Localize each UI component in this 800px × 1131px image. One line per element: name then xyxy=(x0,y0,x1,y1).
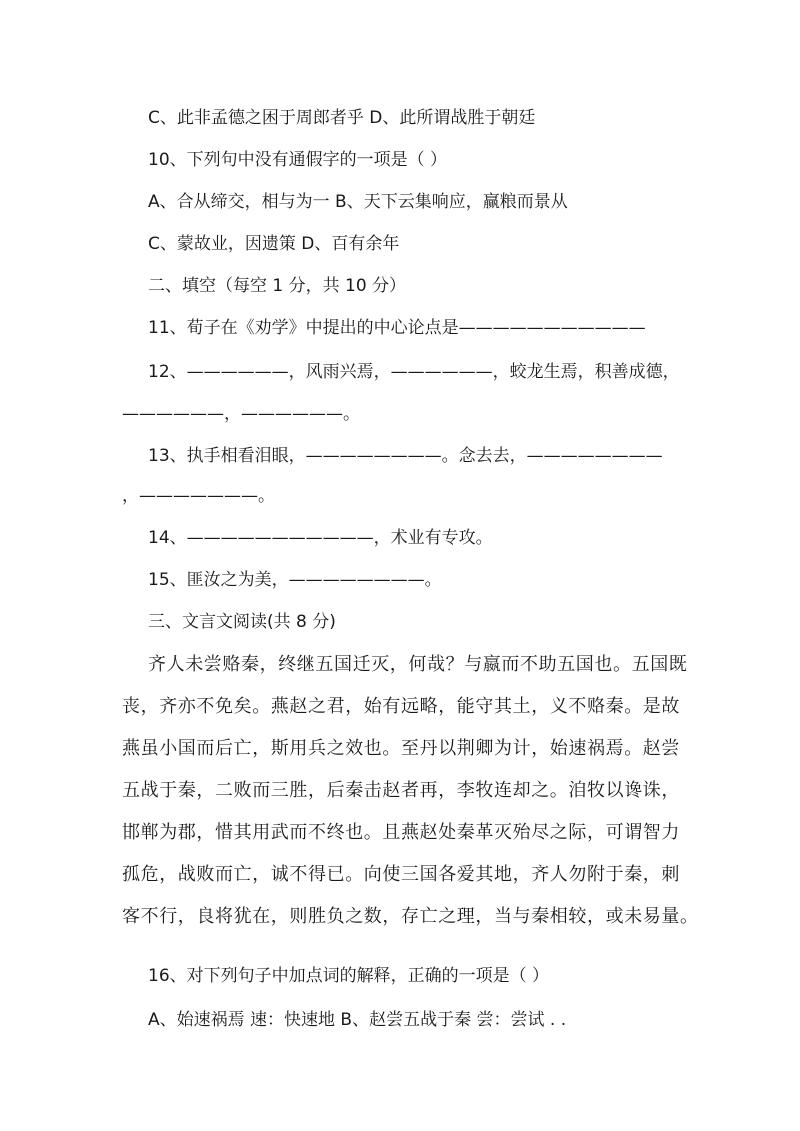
q12-stem-line2: ——————，——————。 xyxy=(122,404,360,424)
section-heading-reading: 三、文言文阅读(共 8 分) xyxy=(148,612,336,632)
q12-stem-line1: 12、——————，风雨兴焉，——————，蛟龙生焉，积善成德， xyxy=(148,362,680,382)
q13-stem-line2: ，———————。 xyxy=(122,486,275,506)
passage-line-2: 丧，齐亦不免矣。燕赵之君，始有远略，能守其土，义不赂秦。是故 xyxy=(122,696,680,717)
q13-stem-line1: 13、执手相看泪眼，————————。念去去，———————— xyxy=(148,446,663,466)
q14-stem: 14、———————————，术业有专攻。 xyxy=(148,528,493,548)
passage-line-6: 孤危，战败而亡，诚不得已。向使三国各爱其地，齐人勿附于秦，刺 xyxy=(122,864,680,885)
q16-options-ab: A、始速祸焉 速：快速地 B、赵尝五战于秦 尝：尝试 . . xyxy=(148,1010,567,1030)
q9-options-cd: C、此非孟德之困于周郎者乎 D、此所谓战胜于朝廷 xyxy=(148,108,536,128)
q15-stem: 15、匪汝之为美，————————。 xyxy=(148,570,442,590)
q11-stem: 11、荀子在《劝学》中提出的中心论点是——————————— xyxy=(148,318,646,338)
q10-options-cd: C、蒙故业，因遗策 D、百有余年 xyxy=(148,234,400,254)
section-heading-fill: 二、填空（每空 1 分，共 10 分） xyxy=(148,276,407,296)
passage-line-7: 客不行，良将犹在，则胜负之数，存亡之理，当与秦相较，或未易量。 xyxy=(122,906,699,927)
q10-stem: 10、下列句中没有通假字的一项是（ ） xyxy=(148,150,448,170)
passage-line-4: 五战于秦，二败而三胜，后秦击赵者再，李牧连却之。洎牧以谗诛， xyxy=(122,780,680,801)
q16-stem: 16、对下列句子中加点词的解释，正确的一项是（ ） xyxy=(148,966,550,986)
passage-line-3: 燕虽小国而后亡，斯用兵之效也。至丹以荆卿为计，始速祸焉。赵尝 xyxy=(122,738,680,759)
q10-options-ab: A、合从缔交，相与为一 B、天下云集响应，赢粮而景从 xyxy=(148,192,568,212)
passage-line-1: 齐人未尝赂秦，终继五国迁灭，何哉？与嬴而不助五国也。五国既 xyxy=(148,654,688,675)
passage-line-5: 邯郸为郡，惜其用武而不终也。且燕赵处秦革灭殆尽之际，可谓智力 xyxy=(122,822,680,843)
